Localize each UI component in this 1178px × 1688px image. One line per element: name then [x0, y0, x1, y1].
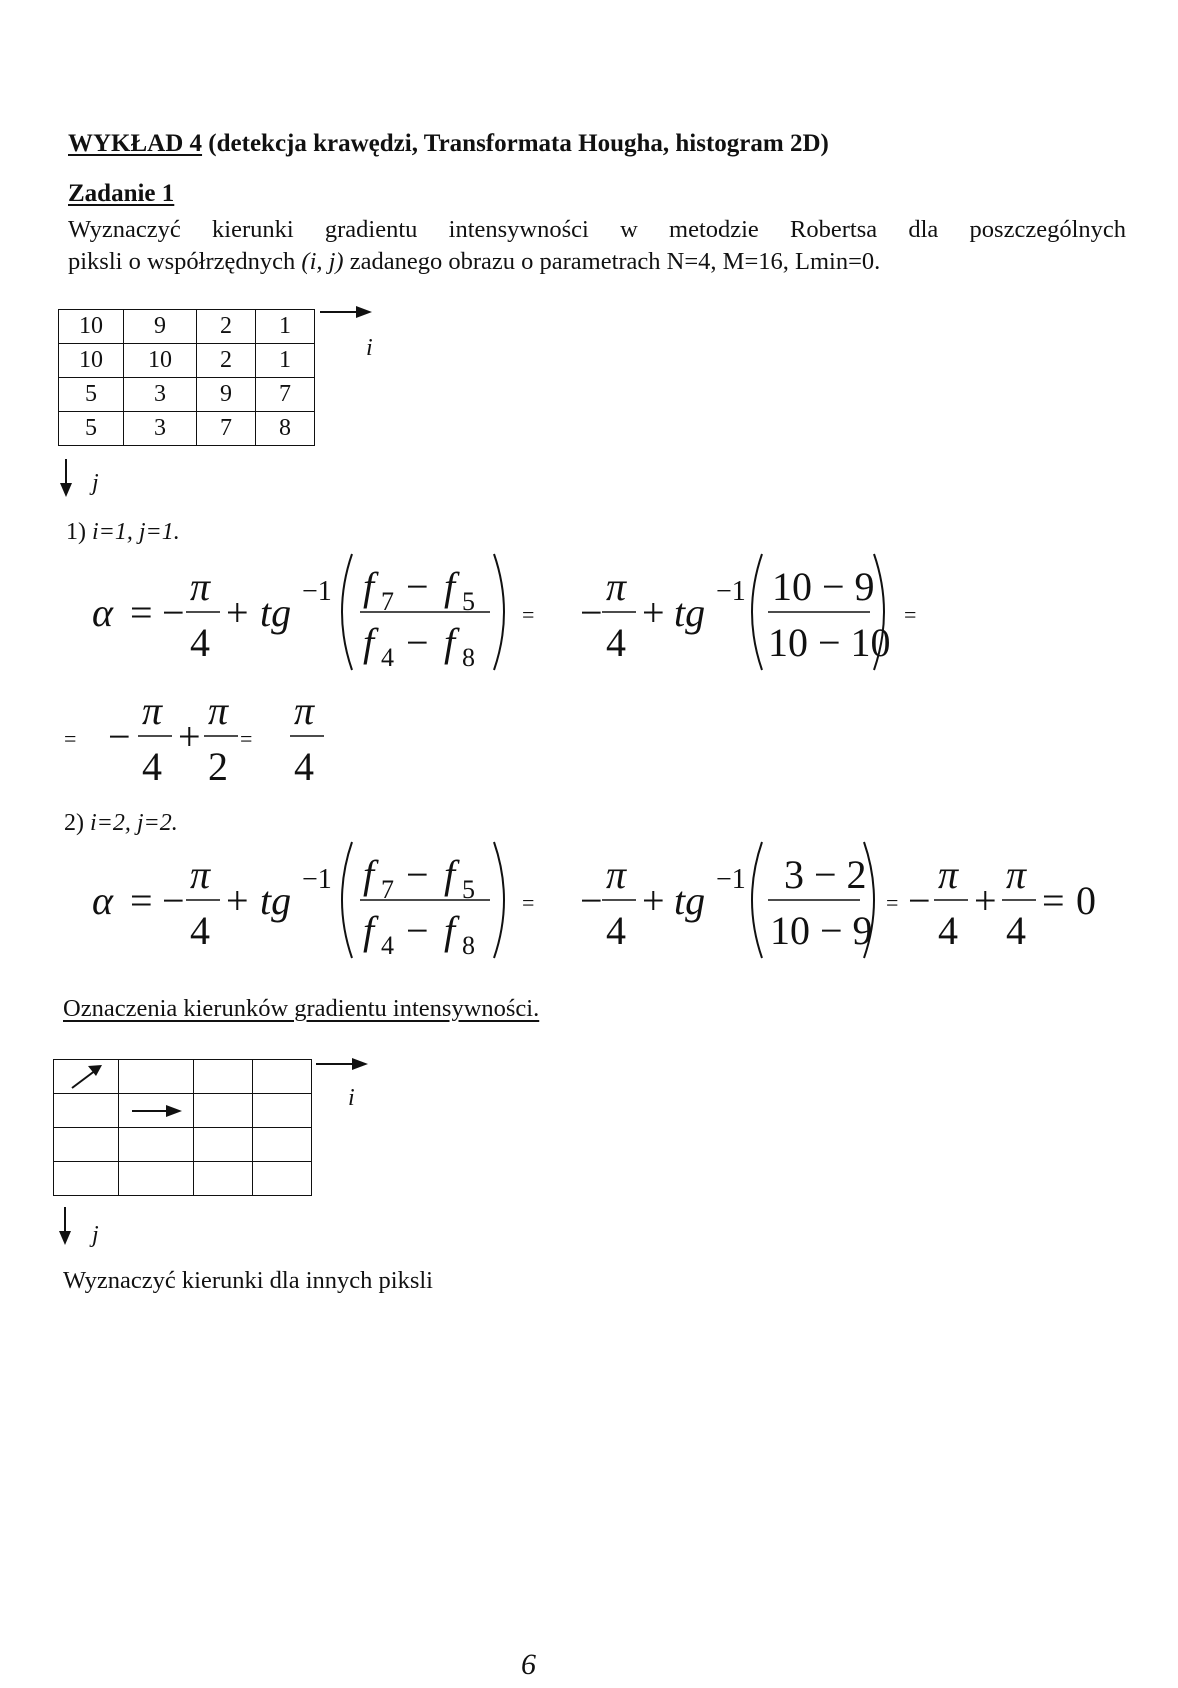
svg-text:tg: tg	[674, 590, 706, 635]
directions-caption: Oznaczenia kierunków gradientu intensywności.	[63, 995, 540, 1022]
svg-text:+: +	[226, 878, 249, 923]
task-text-part: piksli o współrzędnych	[68, 248, 302, 275]
svg-text:7: 7	[381, 875, 394, 904]
case-coords: i=1, j=1.	[92, 519, 180, 545]
matrix-cell: 2	[197, 310, 256, 344]
grid-cell	[253, 1060, 312, 1094]
arrow-right-icon	[128, 1101, 184, 1121]
matrix-cell: 3	[124, 378, 197, 412]
grid-row	[54, 1094, 312, 1128]
svg-text:8: 8	[462, 643, 475, 672]
matrix-cell: 5	[59, 378, 124, 412]
arrow-down-icon	[56, 457, 76, 499]
grid-cell	[194, 1162, 253, 1196]
grid-cell	[119, 1060, 194, 1094]
svg-text:=: =	[522, 890, 535, 915]
page-number: 6	[521, 1648, 536, 1681]
svg-text:5: 5	[462, 587, 475, 616]
grid-cell	[194, 1094, 253, 1128]
axis-i-label: i	[348, 1085, 355, 1111]
case-2-label	[64, 810, 178, 837]
svg-text:π: π	[208, 688, 229, 733]
svg-text:f: f	[363, 620, 375, 665]
lecture-title	[68, 130, 829, 158]
matrix-cell: 3	[124, 412, 197, 446]
formula-case-2	[80, 836, 1120, 966]
arrow-right-icon	[314, 1054, 370, 1074]
matrix-cell: 9	[124, 310, 197, 344]
task-text-line-2	[68, 246, 1126, 278]
grid-cell	[253, 1128, 312, 1162]
svg-text:0: 0	[1076, 878, 1096, 923]
arrow-down-icon	[55, 1205, 75, 1247]
svg-text:+: +	[974, 878, 997, 923]
arrow-right-icon	[318, 302, 374, 322]
svg-text:4: 4	[606, 908, 626, 953]
svg-text:f: f	[363, 908, 375, 953]
case-coords: i=2, j=2.	[90, 810, 178, 836]
case-number: 1)	[66, 519, 86, 545]
grid-cell	[54, 1094, 119, 1128]
svg-text:π: π	[190, 564, 211, 609]
svg-text:10 − 9: 10 − 9	[770, 908, 873, 953]
formula-case-1-result	[60, 684, 360, 794]
svg-text:4: 4	[294, 744, 314, 789]
axis-i-label: i	[366, 335, 373, 361]
direction-grid	[53, 1059, 312, 1196]
svg-text:f: f	[363, 852, 375, 897]
svg-text:4: 4	[142, 744, 162, 789]
svg-text:f: f	[444, 620, 456, 665]
svg-text:−: −	[908, 878, 931, 923]
svg-text:=: =	[904, 602, 917, 627]
svg-text:tg: tg	[260, 878, 292, 923]
svg-text:2: 2	[208, 744, 228, 789]
matrix-row	[59, 412, 315, 446]
svg-text:−: −	[406, 852, 429, 897]
svg-text:f: f	[444, 852, 456, 897]
matrix-row	[59, 344, 315, 378]
grid-cell	[253, 1162, 312, 1196]
svg-text:+: +	[226, 590, 249, 635]
svg-text:−1: −1	[302, 576, 332, 607]
svg-text:4: 4	[381, 643, 394, 672]
axis-j-label: j	[92, 470, 99, 496]
svg-text:=: =	[1042, 878, 1065, 923]
task-text-line-1: Wyznaczyć kierunki gradientu intensywności w metodzie Robertsa dla poszczególnych	[68, 216, 1126, 243]
svg-text:π: π	[190, 852, 211, 897]
svg-text:4: 4	[381, 931, 394, 960]
task-text-coords: (i, j)	[301, 248, 344, 275]
svg-text:4: 4	[190, 908, 210, 953]
matrix-cell: 10	[59, 344, 124, 378]
svg-text:α: α	[92, 590, 113, 635]
matrix-cell: 1	[256, 344, 315, 378]
matrix-cell: 5	[59, 412, 124, 446]
grid-cell	[194, 1060, 253, 1094]
svg-text:4: 4	[1006, 908, 1026, 953]
svg-text:π: π	[606, 852, 627, 897]
svg-text:=: =	[886, 890, 899, 915]
svg-text:−: −	[406, 564, 429, 609]
svg-text:−: −	[580, 590, 603, 635]
image-matrix	[58, 309, 315, 446]
svg-text:+: +	[642, 590, 665, 635]
lecture-number: WYKŁAD 4	[68, 130, 203, 157]
svg-text:π: π	[1006, 852, 1027, 897]
grid-cell	[253, 1094, 312, 1128]
svg-text:−: −	[406, 620, 429, 665]
matrix-cell: 9	[197, 378, 256, 412]
matrix-cell: 8	[256, 412, 315, 446]
matrix-cell: 2	[197, 344, 256, 378]
svg-text:π: π	[606, 564, 627, 609]
svg-text:α: α	[92, 878, 113, 923]
svg-text:−: −	[406, 908, 429, 953]
matrix-cell: 1	[256, 310, 315, 344]
svg-text:10 − 9: 10 − 9	[772, 564, 875, 609]
svg-text:+: +	[178, 714, 201, 759]
svg-text:8: 8	[462, 931, 475, 960]
svg-text:−: −	[162, 878, 185, 923]
lecture-topic: (detekcja krawędzi, Transformata Hougha, histogram 2D)	[202, 130, 829, 157]
svg-text:=: =	[64, 726, 77, 751]
svg-text:tg: tg	[674, 878, 706, 923]
svg-text:f: f	[444, 908, 456, 953]
grid-cell	[54, 1060, 119, 1094]
closing-instruction: Wyznaczyć kierunki dla innych piksli	[63, 1267, 433, 1294]
formula-case-1	[80, 548, 940, 678]
grid-row	[54, 1162, 312, 1196]
task-text-params: zadanego obrazu o parametrach N=4, M=16, Lmin=0.	[343, 248, 881, 275]
grid-row	[54, 1060, 312, 1094]
svg-text:=: =	[130, 878, 153, 923]
grid-cell	[194, 1128, 253, 1162]
svg-text:10 − 10: 10 − 10	[768, 620, 891, 665]
axis-j-label: j	[92, 1222, 99, 1248]
svg-text:π: π	[294, 688, 315, 733]
svg-text:−1: −1	[302, 864, 332, 895]
svg-text:5: 5	[462, 875, 475, 904]
svg-text:7: 7	[381, 587, 394, 616]
svg-text:4: 4	[606, 620, 626, 665]
matrix-cell: 7	[197, 412, 256, 446]
svg-text:π: π	[142, 688, 163, 733]
svg-text:=: =	[240, 726, 253, 751]
svg-text:3 − 2: 3 − 2	[784, 852, 867, 897]
case-number: 2)	[64, 810, 84, 836]
svg-text:4: 4	[938, 908, 958, 953]
svg-text:tg: tg	[260, 590, 292, 635]
task-title: Zadanie 1	[68, 180, 175, 207]
svg-text:=: =	[130, 590, 153, 635]
case-1-label	[66, 519, 180, 546]
grid-cell	[119, 1128, 194, 1162]
svg-text:−: −	[162, 590, 185, 635]
svg-text:=: =	[522, 602, 535, 627]
svg-text:f: f	[363, 564, 375, 609]
matrix-cell: 10	[124, 344, 197, 378]
svg-text:−1: −1	[716, 576, 746, 607]
svg-text:−: −	[580, 878, 603, 923]
svg-text:−: −	[108, 714, 131, 759]
grid-row	[54, 1128, 312, 1162]
task-description	[68, 214, 1126, 278]
matrix-row	[59, 310, 315, 344]
grid-cell	[119, 1162, 194, 1196]
grid-cell	[54, 1162, 119, 1196]
svg-text:f: f	[444, 564, 456, 609]
svg-text:+: +	[642, 878, 665, 923]
svg-text:4: 4	[190, 620, 210, 665]
svg-text:π: π	[938, 852, 959, 897]
arrow-up-right-icon	[66, 1062, 106, 1092]
svg-text:−1: −1	[716, 864, 746, 895]
grid-cell	[119, 1094, 194, 1128]
matrix-row	[59, 378, 315, 412]
grid-cell	[54, 1128, 119, 1162]
matrix-cell: 7	[256, 378, 315, 412]
matrix-cell: 10	[59, 310, 124, 344]
